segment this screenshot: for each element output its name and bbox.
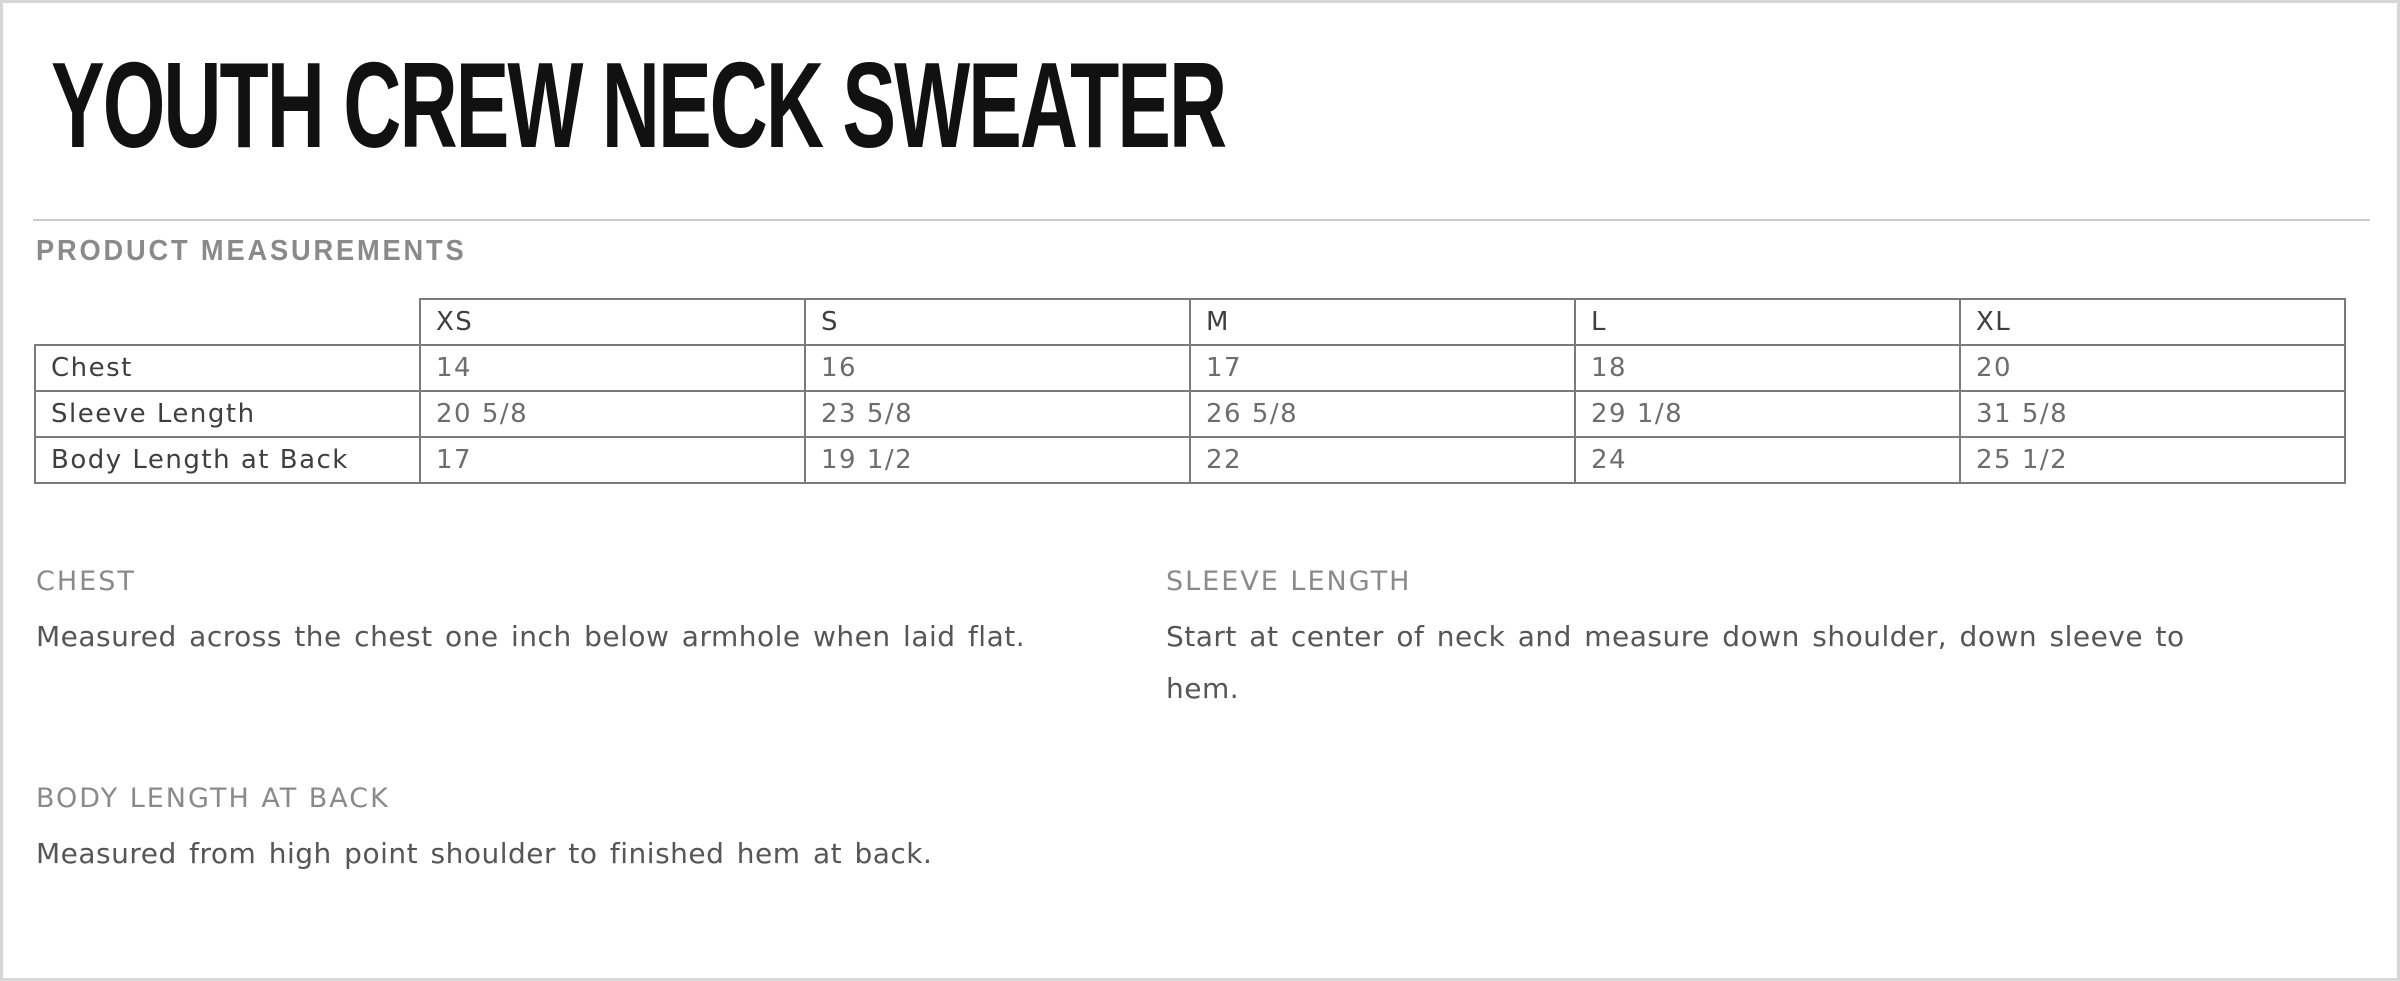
- definition-sleeve-length: [1166, 566, 2370, 715]
- size-header-xl: XL: [1960, 299, 2345, 345]
- body-m-value: 22: [1190, 437, 1575, 483]
- sleeve-xl-value: 31 5/8: [1960, 391, 2345, 437]
- size-header-l: L: [1575, 299, 1960, 345]
- size-header-s: S: [805, 299, 1190, 345]
- definitions-empty-cell: [1166, 783, 2370, 880]
- definition-sleeve-length-description: Start at center of neck and measure down shoulder, down sleeve to hem.: [1166, 620, 2185, 706]
- table-header-row: [35, 299, 2345, 345]
- sleeve-xs-value: 20 5/8: [420, 391, 805, 437]
- definition-chest-description: Measured across the chest one inch below armhole when laid flat.: [36, 620, 1026, 654]
- body-xs-value: 17: [420, 437, 805, 483]
- body-l-value: 24: [1575, 437, 1960, 483]
- row-label-chest: Chest: [35, 345, 420, 391]
- page-title: YOUTH CREW NECK SWEATER: [51, 37, 1226, 173]
- size-header-m: M: [1190, 299, 1575, 345]
- chest-l-value: 18: [1575, 345, 1960, 391]
- table-row-sleeve-length: [35, 391, 2345, 437]
- size-header-xs: XS: [420, 299, 805, 345]
- table-row-body-length: [35, 437, 2345, 483]
- definition-body-length-description: Measured from high point shoulder to finished hem at back.: [36, 837, 933, 871]
- measurements-table: [34, 298, 2346, 484]
- chest-xl-value: 20: [1960, 345, 2345, 391]
- row-label-sleeve-length: Sleeve Length: [35, 391, 420, 437]
- body-xl-value: 25 1/2: [1960, 437, 2345, 483]
- body-s-value: 19 1/2: [805, 437, 1190, 483]
- sleeve-m-value: 26 5/8: [1190, 391, 1575, 437]
- chest-xs-value: 14: [420, 345, 805, 391]
- definition-chest: [36, 566, 1166, 715]
- definition-body-length-term: BODY LENGTH AT BACK: [36, 783, 390, 815]
- definition-chest-term: CHEST: [36, 566, 136, 598]
- sleeve-l-value: 29 1/8: [1575, 391, 1960, 437]
- measurement-definitions: [36, 566, 2370, 879]
- sleeve-s-value: 23 5/8: [805, 391, 1190, 437]
- definition-body-length: [36, 783, 1166, 880]
- row-label-body-length: Body Length at Back: [35, 437, 420, 483]
- chest-m-value: 17: [1190, 345, 1575, 391]
- section-heading: PRODUCT MEASUREMENTS: [36, 235, 467, 268]
- chest-s-value: 16: [805, 345, 1190, 391]
- table-row-chest: [35, 345, 2345, 391]
- blank-header-cell: [35, 299, 420, 345]
- definition-sleeve-length-term: SLEEVE LENGTH: [1166, 566, 1412, 598]
